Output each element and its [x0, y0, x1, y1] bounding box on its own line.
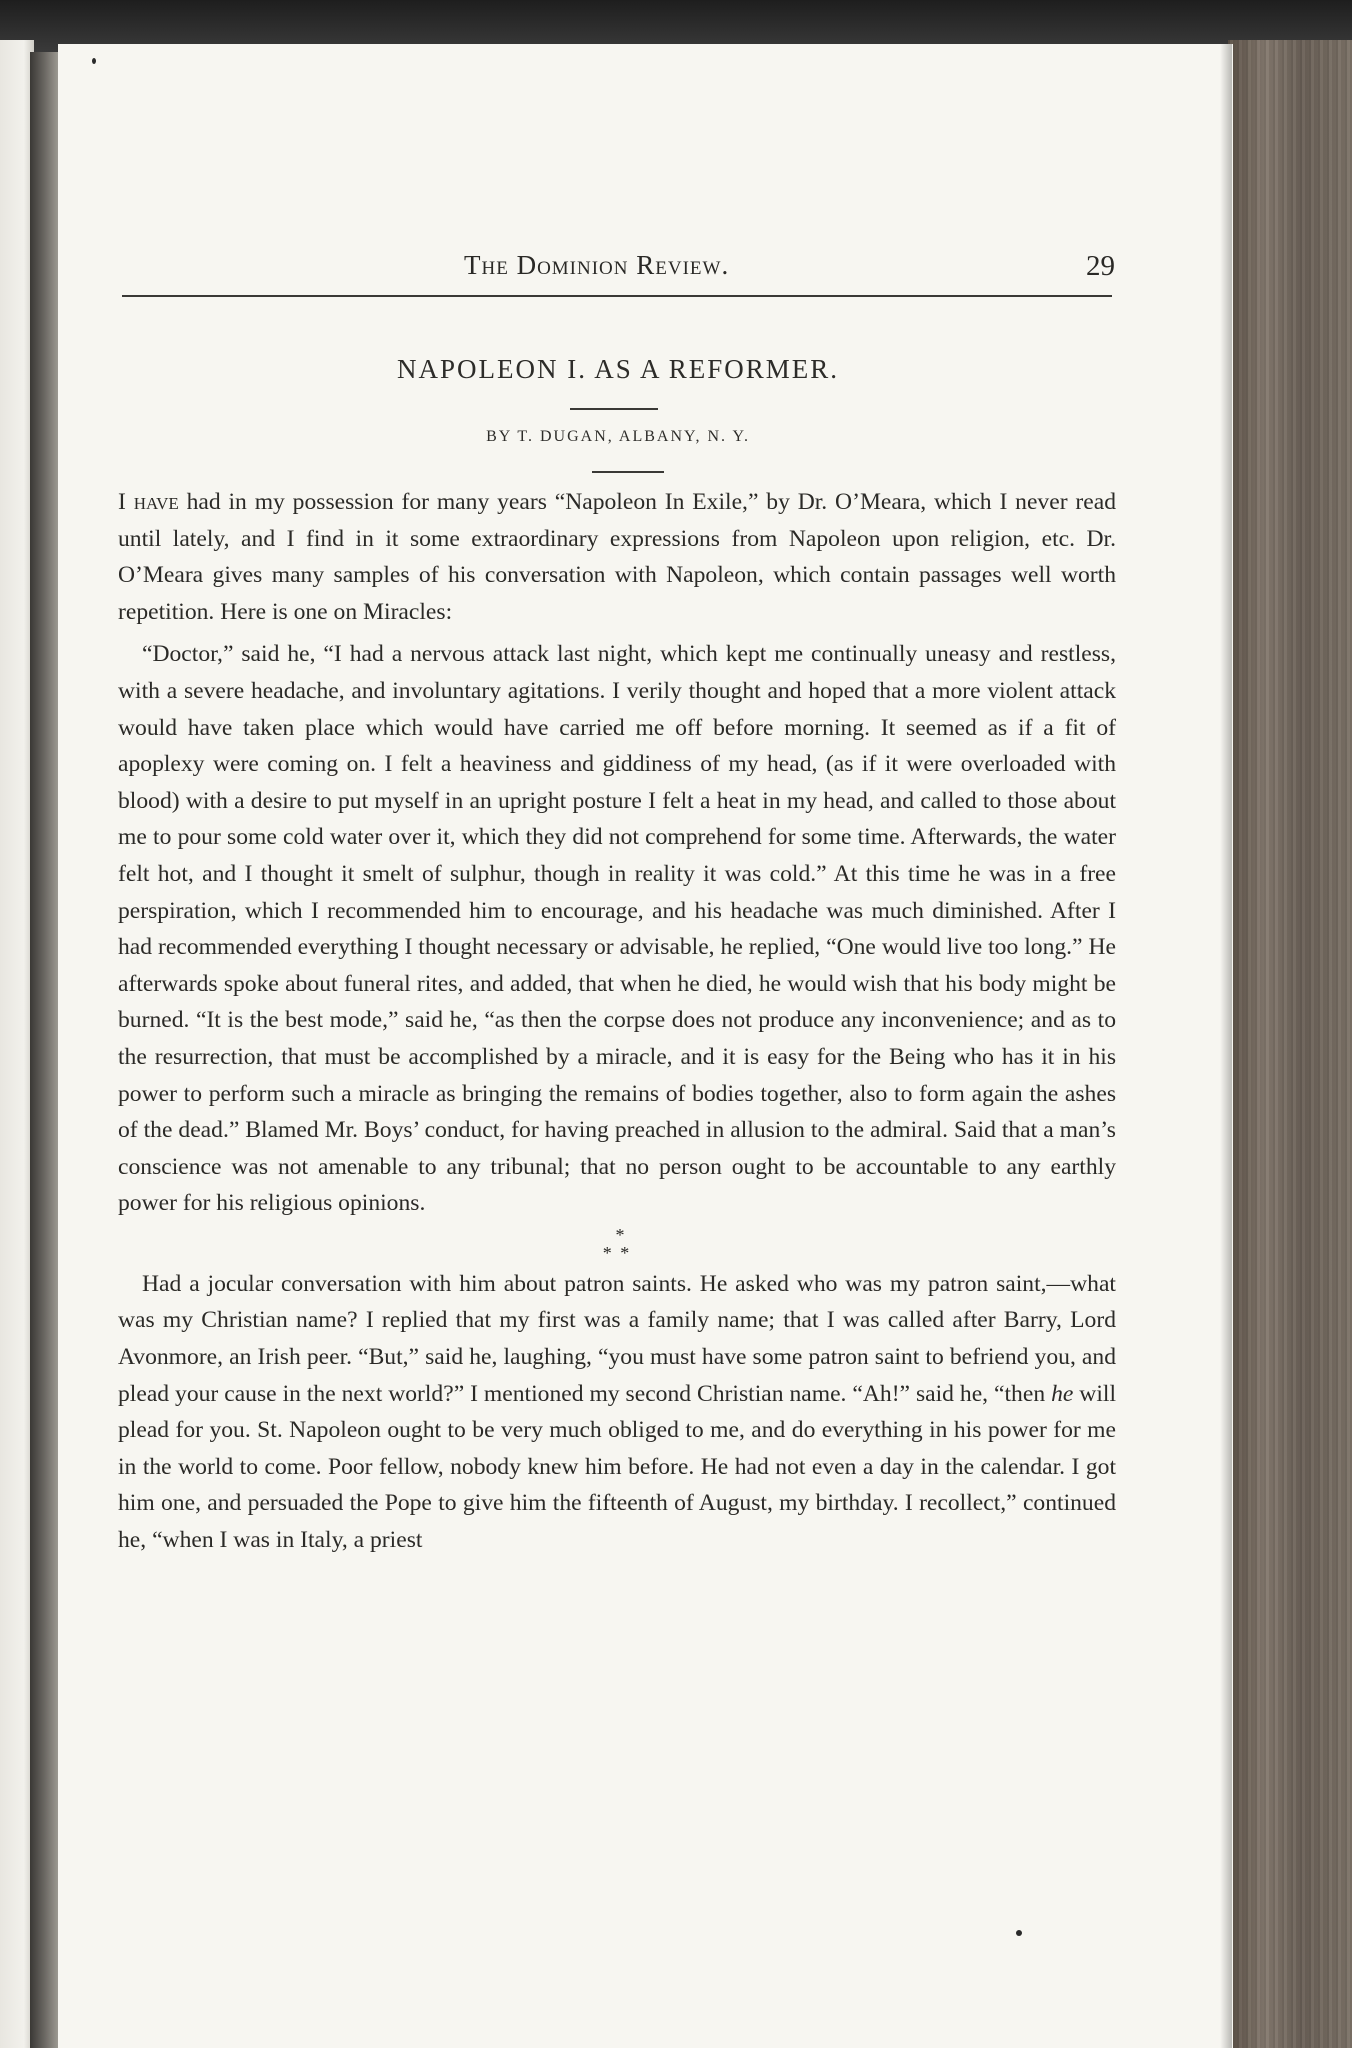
wooden-surface	[1228, 40, 1352, 2048]
asterism-top: *	[615, 1224, 627, 1245]
page-number: 29	[1086, 250, 1115, 282]
article-byline: BY T. DUGAN, ALBANY, N. Y.	[486, 428, 750, 445]
book-page	[58, 44, 1233, 2048]
patron-saints-text-a: Had a jocular conversation with him about patron saints. He asked who was my patron saint,—what was my Christian name? I replied that my first was a family name; that I was called after Barry, Lord Avonmore, an Irish peer. “But,” said he, laughing, “you must have some patron saint to befriend you, and plead your cause in the next world?” I mentioned my second Christian name. “Ah!” said he, “then	[118, 1270, 1116, 1407]
header-rule	[122, 295, 1112, 297]
intro-text: had in my possession for many years “Napoleon In Exile,” by Dr. O’Meara, which I never read until lately, and I find in it some extraordinary expressions from Napoleon upon religion, etc. Dr. O’Meara gives many samples of his conversation with Napoleon, which contain passages well worth repetition. Here is one on Miracles:	[118, 489, 1116, 625]
ink-speck	[1016, 1930, 1022, 1936]
article-title: NAPOLEON I. AS A REFORMER.	[396, 354, 840, 384]
article-body	[118, 484, 1116, 1559]
title-rule	[570, 408, 658, 410]
paragraph-miracles-quote: “Doctor,” said he, “I had a nervous attack last night, which kept me continually uneasy and restless, with a severe headache, and involuntary agitations. I verily thought and hoped that a more violent attack would have taken place which would have carried me off before morning. It seemed as if a fit of apoplexy were coming on. I felt a heaviness and giddiness of my head, (as if it were overloaded with blood) with a desire to put myself in an upright posture I felt a heat in my head, and called to those about me to pour some cold water over it, which they did not comprehend for some time. Afterwards, the water felt hot, and I thought it smelt of sulphur, though in reality it was cold.” At this time he was in a free perspiration, which I recommended him to encourage, and his headache was much diminished. After I had recommended everything I thought necessary or advisable, he replied, “One would live too long.” He afterwards spoke about funeral rites, and added, that when he died, he would wish that his body might be burned. “It is the best mode,” said he, “as then the corpse does not produce any inconvenience; and as to the resurrection, that must be accomplished by a miracle, and it is easy for the Being who has it in his power to perform such a miracle as bringing the remains of bodies together, also to form again the ashes of the dead.” Blamed Mr. Boys’ conduct, for having preached in allusion to the admiral. Said that a man’s conscience was not amenable to any tribunal; that no person ought to be accountable to any earthly power for his religious opinions.	[118, 641, 1116, 1217]
byline-rule	[592, 471, 664, 473]
opening-words: I have	[118, 489, 179, 515]
asterism-bottom: * *	[602, 1242, 632, 1263]
facing-page-edge	[0, 40, 34, 2048]
section-asterism	[118, 1222, 1116, 1266]
page-edge-shadow	[1220, 44, 1232, 2048]
running-head-title: The Dominion Review.	[464, 250, 730, 280]
ink-speck	[92, 58, 96, 64]
patron-saints-text-b: will plead for you. St. Napoleon ought to be very much obliged to me, and do everything in his power for me in the world to come. Poor fellow, nobody knew him before. He had not even a day in the calendar. I got him one, and persuaded the Pope to give him the fifteenth of August, my birthday. I recollect,” continued he, “when I was in Italy, a priest	[118, 1380, 1117, 1554]
paragraph-intro	[118, 484, 1116, 630]
paragraph-patron-saints	[118, 1266, 1116, 1559]
patron-saints-emphasis: he	[1051, 1380, 1074, 1407]
